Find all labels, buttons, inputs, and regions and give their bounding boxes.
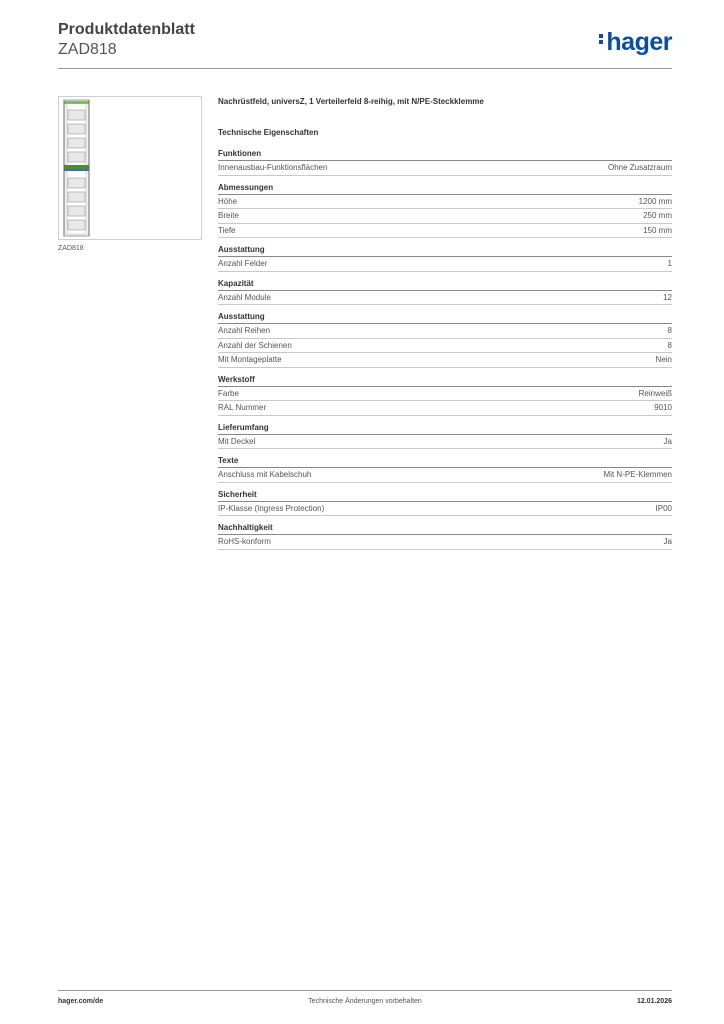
spec-row — [218, 224, 672, 239]
spec-value: 8 — [667, 340, 672, 350]
spec-row — [218, 257, 672, 272]
section-title: Werkstoff — [218, 374, 672, 387]
spec-value: Ja — [663, 436, 672, 446]
image-caption: ZAD818 — [58, 245, 84, 252]
page-title: Produktdatenblatt — [58, 21, 195, 38]
spec-label: IP-Klasse (Ingress Protection) — [218, 503, 325, 513]
spec-label: Anzahl Module — [218, 292, 271, 302]
section-ausstattung-felder — [218, 244, 672, 272]
section-title: Texte — [218, 455, 672, 468]
spec-label: Höhe — [218, 196, 238, 206]
section-texte — [218, 455, 672, 483]
page-header — [58, 20, 672, 70]
spec-value: 12 — [663, 292, 672, 302]
product-code: ZAD818 — [58, 41, 117, 58]
section-nachhaltigkeit — [218, 522, 672, 550]
section-ausstattung-reihen — [218, 311, 672, 368]
spec-value: IP00 — [655, 503, 672, 513]
section-title: Nachhaltigkeit — [218, 522, 672, 535]
spec-row — [218, 502, 672, 517]
spec-label: Breite — [218, 211, 239, 220]
spec-value: 150 mm — [643, 225, 672, 235]
section-title: Abmessungen — [218, 182, 672, 195]
section-title: Kapazität — [218, 278, 672, 291]
product-description: Nachrüstfeld, universZ, 1 Verteilerfeld 8-reihig, mit N/PE-Steckklemme — [218, 97, 484, 106]
spec-label: Farbe — [218, 388, 239, 398]
spec-value: Nein — [655, 355, 672, 364]
section-abmessungen — [218, 182, 672, 239]
footer-website-link[interactable]: hager.com/de — [58, 998, 104, 1005]
spec-row — [218, 339, 672, 354]
spec-label: Mit Deckel — [218, 436, 256, 446]
spec-label: Anzahl Reihen — [218, 326, 271, 335]
hager-logo — [599, 28, 672, 57]
spec-value: 9010 — [654, 403, 672, 412]
spec-row — [218, 161, 672, 176]
spec-value: Ja — [663, 537, 672, 546]
spec-value: 8 — [667, 326, 672, 335]
section-title: Funktionen — [218, 148, 672, 161]
spec-label: Anschluss mit Kabelschuh — [218, 470, 312, 479]
spec-label: Anzahl Felder — [218, 259, 268, 268]
logo-text: hager — [606, 28, 672, 56]
section-title: Ausstattung — [218, 311, 672, 324]
section-lieferumfang — [218, 422, 672, 450]
product-image — [58, 96, 202, 240]
spec-value: 1 — [667, 259, 672, 268]
section-kapazitaet — [218, 278, 672, 306]
spec-row — [218, 435, 672, 450]
spec-value: Mit N-PE-Klemmen — [603, 470, 672, 479]
footer-note: Technische Änderungen vorbehalten — [308, 998, 422, 1005]
spec-label: Anzahl der Schienen — [218, 340, 292, 350]
spec-value: 250 mm — [643, 211, 672, 220]
section-funktionen — [218, 148, 672, 176]
technical-properties-heading: Technische Eigenschaften — [218, 128, 319, 137]
spec-value: Reinweiß — [638, 388, 672, 398]
spec-row — [218, 324, 672, 339]
header-divider — [58, 68, 672, 69]
spec-row — [218, 401, 672, 416]
spec-label: RAL Nummer — [218, 403, 267, 412]
section-title: Sicherheit — [218, 489, 672, 502]
spec-row — [218, 353, 672, 368]
section-title: Lieferumfang — [218, 422, 672, 435]
spec-value: 1200 mm — [638, 196, 672, 206]
distribution-panel-illustration — [59, 97, 201, 239]
datasheet-content — [218, 96, 672, 556]
section-sicherheit — [218, 489, 672, 517]
spec-row — [218, 291, 672, 306]
spec-row — [218, 209, 672, 224]
section-title: Ausstattung — [218, 244, 672, 257]
spec-row — [218, 535, 672, 550]
spec-row — [218, 468, 672, 483]
spec-label: RoHS-konform — [218, 537, 271, 546]
spec-row — [218, 195, 672, 210]
footer-date: 12.01.2026 — [636, 998, 672, 1005]
footer-divider — [58, 990, 672, 991]
spec-label: Tiefe — [218, 225, 236, 235]
spec-value: Ohne Zusatzraum — [607, 163, 672, 172]
spec-label: Innenausbau-Funktionsflächen — [218, 163, 328, 172]
logo-dots-icon — [599, 32, 604, 46]
section-werkstoff — [218, 374, 672, 416]
spec-row — [218, 387, 672, 402]
spec-label: Mit Montageplatte — [218, 355, 282, 364]
